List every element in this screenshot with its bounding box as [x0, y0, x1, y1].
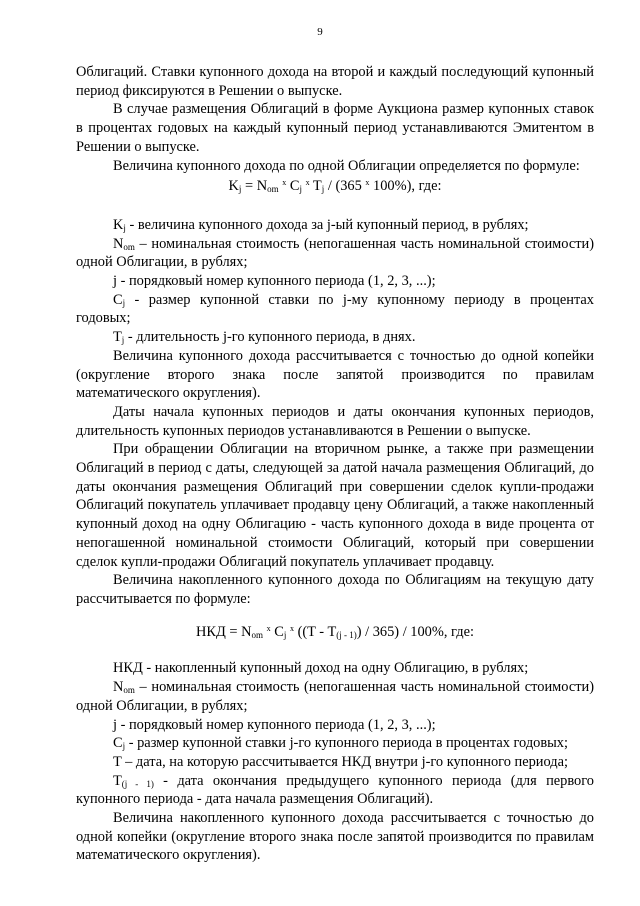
- definition-t: $T_j$ - длительность j-го купонного периода, в днях.: [113, 329, 416, 346]
- paragraph: Даты начала купонных периодов и даты окончания купонных периодов, длительность купонных периодов устанавливаются в Решении о выпуске.: [76, 403, 594, 439]
- paragraph: Величина накопленного купонного дохода по Облигациям на текущую дату рассчитывается по формуле:: [76, 572, 594, 607]
- definition-j: j - порядковый номер купонного периода (1, 2, 3, ...);: [113, 716, 436, 733]
- definition-j: j - порядковый номер купонного периода (1, 2, 3, ...);: [113, 273, 436, 290]
- page-number: 9: [317, 26, 323, 38]
- paragraph: Величина накопленного купонного дохода рассчитывается с точностью до одной копейки (округление второго знака после запятой производится по правилам математического округления).: [76, 810, 594, 864]
- definition-t-prev: $T_{(j - 1)}$ - дата окончания предыдущего купонного периода (для первого купонного периода - дата начала размещения Облигаций).: [76, 772, 594, 808]
- definition-t: T – дата, на которую рассчитывается НКД внутри j-го купонного периода;: [113, 753, 568, 770]
- definition-n: $N_{om}$ – номинальная стоимость (непогашенная часть номинальной стоимости) одной Облигации, в рублях;: [76, 235, 594, 271]
- definition-k: $K_j$ - величина купонного дохода за j-ый купонный период, в рублях;: [113, 216, 529, 233]
- nkd-formula: НКД = $N_{om}$ $^x$ $C_j$ $^x$ $((T - T_{(j - 1)}) / 365) / 100\%$, где:: [196, 623, 474, 640]
- paragraph: При обращении Облигации на вторичном рынке, а также при размещении Облигаций в период с даты, следующей за датой начала размещения Облигаций, до даты окончания размещения Облигаций при совершении сделок купли-продажи Облигаций покупатель уплачивает продавцу цену Облигаций, а также накопленный купонный доход на одну Облигацию - часть купонного дохода в виде процента от непогашенной номинальной стоимости Облигаций, который при совершении сделок купли-продажи Облигаций покупатель уплачивает продавцу.: [76, 441, 594, 570]
- document-body: [76, 63, 594, 865]
- paragraph: Величина купонного дохода по одной Облигации определяется по формуле:: [113, 157, 580, 174]
- paragraph: Облигаций. Ставки купонного дохода на второй и каждый последующий купонный период фиксируются в Решении о выпуске.: [76, 64, 594, 99]
- definition-c: $C_j$ - размер купонной ставки по j-му купонному периоду в процентах годовых;: [76, 291, 594, 327]
- coupon-formula: $K_j = N_{om}$ $^x$ $C_j$ $^x$ $T_j / (365$ $^x$ 100%), где:: [228, 178, 442, 195]
- definition-n: $N_{om}$ – номинальная стоимость (непогашенная часть номинальной стоимости) одной Облигации, в рублях;: [76, 679, 594, 714]
- paragraph: В случае размещения Облигаций в форме Аукциона размер купонных ставок в процентах годовых на каждый купонный период устанавливаются Эмитентом в Решении о выпуске.: [76, 101, 594, 155]
- paragraph: Величина купонного дохода рассчитывается с точностью до одной копейки (округление второго знака после запятой производится по правилам математического округления).: [76, 347, 594, 402]
- definition-nkd: НКД - накопленный купонный доход на одну Облигацию, в рублях;: [113, 660, 529, 677]
- definition-c: $C_j$ - размер купонной ставки j-го купонного периода в процентах годовых;: [113, 735, 568, 752]
